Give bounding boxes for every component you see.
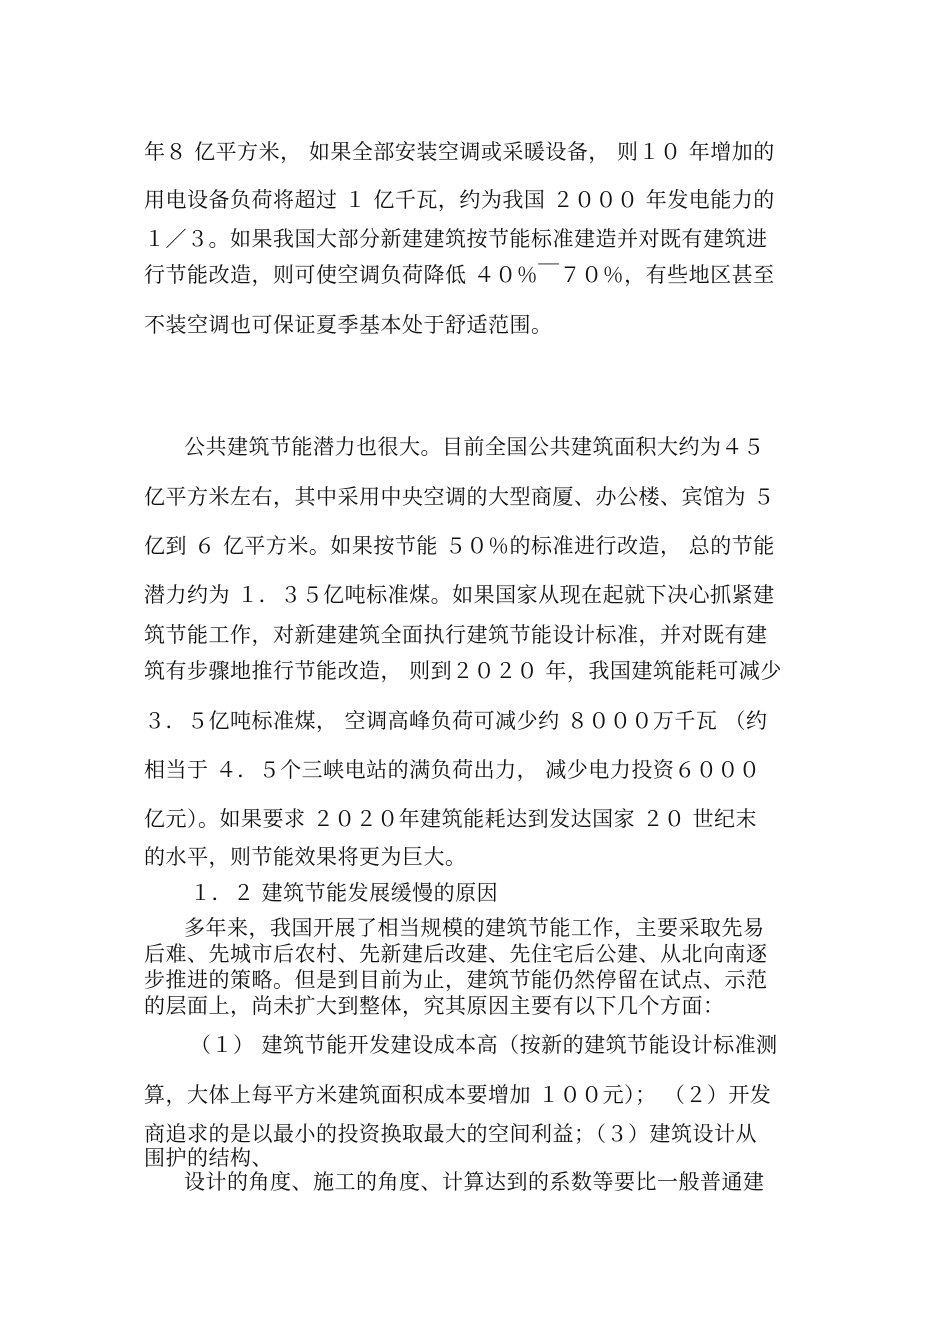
- text-line: 后难、先城市后农村、先新建后改建、先住宅后公建、从北向南逐: [144, 942, 768, 966]
- text-line: 步推进的策略。但是到目前为止，建筑节能仍然停留在试点、示范: [144, 968, 768, 992]
- text-line: 围护的结构、: [144, 1146, 273, 1170]
- text-line: 筑节能工作，对新建建筑全面执行建筑节能设计标准，并对既有建: [144, 623, 768, 647]
- paragraph-first-line: 设计的角度、施工的角度、计算达到的系数等要比一般普通建: [184, 1170, 765, 1194]
- text-line: ３．５亿吨标准煤， 空调高峰负荷可减少约 ８０００万千瓦 （约: [144, 709, 768, 733]
- text-line: １／３。如果我国大部分新建建筑按节能标准建造并对既有建筑进: [144, 227, 768, 251]
- text-line: 亿到 ６ 亿平方米。如果按节能 ５０％的标准进行改造， 总的节能: [144, 534, 775, 558]
- text-line: 亿平方米左右，其中采用中央空调的大型商厦、办公楼、宾馆为 ５: [144, 485, 775, 509]
- text-line: 商追求的是以最小的投资换取最大的空间利益；（３）建筑设计从: [144, 1122, 757, 1146]
- text-line: 亿元）。如果要求 ２０２０年建筑能耗达到发达国家 ２０ 世纪末: [144, 807, 758, 831]
- text-line: 不装空调也可保证夏季基本处于舒适范围。: [144, 313, 553, 337]
- text-line: 筑有步骤地推行节能改造， 则到２０２０ 年，我国建筑能耗可减少: [144, 659, 782, 683]
- text-line: 年８ 亿平方米， 如果全部安装空调或采暖设备， 则１０ 年增加的: [144, 140, 775, 164]
- paragraph-first-line: 多年来，我国开展了相当规模的建筑节能工作，主要采取先易: [184, 916, 765, 940]
- paragraph-first-line: 公共建筑节能潜力也很大。目前全国公共建筑面积大约为４５: [184, 435, 765, 459]
- text-line: 的层面上，尚未扩大到整体，究其原因主要有以下几个方面：: [144, 994, 725, 1018]
- text-line: 相当于 ４．５个三峡电站的满负荷出力， 减少电力投资６０００: [144, 758, 761, 782]
- paragraph-first-line: （１） 建筑节能开发建设成本高（按新的建筑节能设计标准测: [190, 1033, 778, 1057]
- text-line: 用电设备负荷将超过 １ 亿千瓦，约为我国 ２０００ 年发电能力的: [144, 188, 775, 212]
- text-line: 算，大体上每平方米建筑面积成本要增加 １００元）； （２）开发: [144, 1083, 772, 1107]
- text-line: 行节能改造，则可使空调负荷降低 ４０％￣７０％，有些地区甚至: [144, 263, 775, 287]
- section-heading: １．２ 建筑节能发展缓慢的原因: [190, 881, 499, 905]
- text-line: 的水平，则节能效果将更为巨大。: [144, 845, 467, 869]
- text-line: 潜力约为 １．３５亿吨标准煤。如果国家从现在起就下决心抓紧建: [144, 583, 775, 607]
